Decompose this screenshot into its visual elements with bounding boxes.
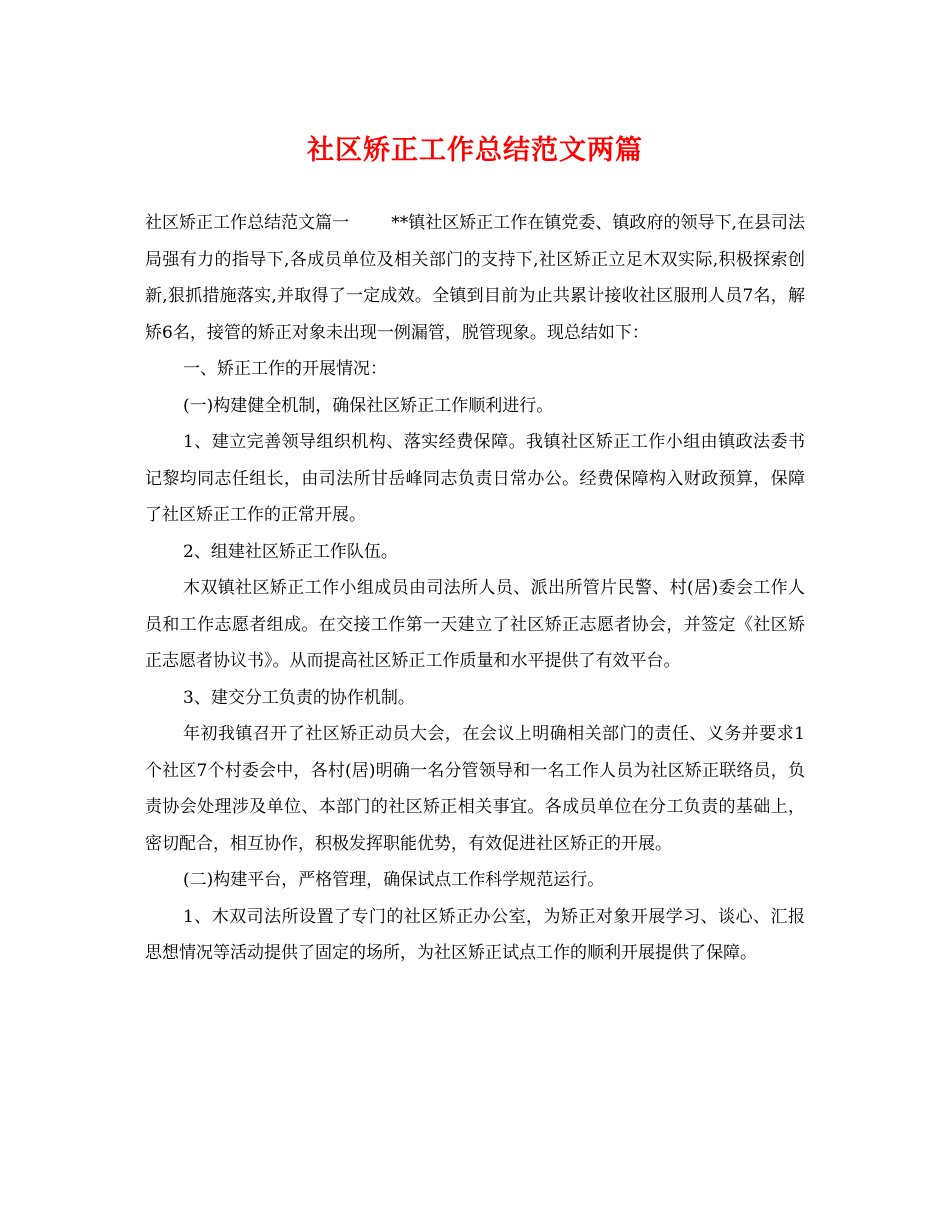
item-heading: 3、建交分工负责的协作机制。 <box>183 687 415 708</box>
subsection-heading-2: (二)构建平台，严格管理，确保试点工作科学规范运行。 <box>183 870 605 890</box>
section-heading-1: 一、矫正工作的开展情况： <box>183 359 387 379</box>
intro-paragraph <box>145 205 805 351</box>
body-paragraph: 木双镇社区矫正工作小组成员由司法所人员、派出所管片民警、村(居)委会工作人员和工作志愿者组成。在交接工作第一天建立了社区矫正志愿者协会，并签定《社区矫正志愿者协议书》。从而提高社区矫正工作质量和水平提供了有效平台。 <box>145 578 805 671</box>
item-heading: 2、组建社区矫正工作队伍。 <box>183 541 398 562</box>
intro-text: **镇社区矫正工作在镇党委、镇政府的领导下,在县司法局强有力的指导下,各成员单位及相关部门的支持下,社区矫正立足木双实际,积极探索创新,狠抓措施落实,并取得了一定成效。全镇到目前为止共累计接收社区服刑人员7名，解矫6名，接管的矫正对象未出现一例漏管，脱管现象。现总结如下： <box>145 213 806 343</box>
subsection-heading-1: (一)构建健全机制，确保社区矫正工作顺利进行。 <box>183 395 554 416</box>
body-paragraph: 年初我镇召开了社区矫正动员大会，在会议上明确相关部门的责任、义务并要求1个社区7个村委会中，各村(居)明确一名分管领导和一名工作人员为社区矫正联络员，负责协会处理涉及单位、本部门的社区矫正相关事宜。各成员单位在分工负责的基础上，密切配合，相互协作，积极发挥职能优势，有效促进社区矫正的开展。 <box>145 724 805 854</box>
document-title: 社区矫正工作总结范文两篇 <box>307 135 643 166</box>
document-body <box>145 205 805 972</box>
body-paragraph: 1、建立完善领导组织机构、落实经费保障。我镇社区矫正工作小组由镇政法委书记黎均同志任组长，由司法所甘岳峰同志负责日常办公。经费保障构入财政预算，保障了社区矫正工作的正常开展。 <box>145 432 805 525</box>
body-paragraph: 1、木双司法所设置了专门的社区矫正办公室，为矫正对象开展学习、谈心、汇报思想情况等活动提供了固定的场所，为社区矫正试点工作的顺利开展提供了保障。 <box>145 906 805 963</box>
intro-heading: 社区矫正工作总结范文篇一 <box>145 213 350 233</box>
